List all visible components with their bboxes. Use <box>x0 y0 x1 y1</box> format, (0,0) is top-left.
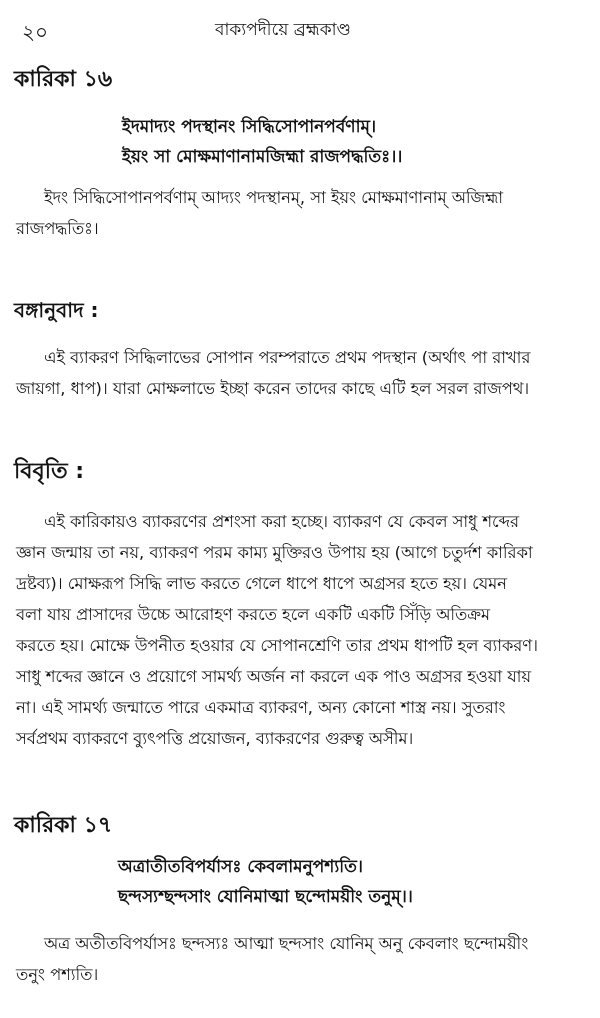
commentary-line: বলা যায় প্রাসাদের উচ্চে আরোহণ করতে হলে একটি একটি সিঁড়ি অতিক্রম <box>16 605 490 624</box>
commentary-line: না। এই সামর্থ্য জন্মাতে পারে একমাত্র ব্যাকরণ, অন্য কোনো শাস্ত্র নয়। সুতরাং <box>16 698 506 717</box>
karika-16-heading: কারিকা ১৬ <box>14 67 113 92</box>
karika-17-prose <box>16 928 584 990</box>
verse-line: ইদমাদ্যং পদস্থানং সিদ্ধিসোপানপর্বণাম্। <box>122 117 377 137</box>
karika-16-prose <box>16 182 584 244</box>
karika-17-verse <box>118 852 413 912</box>
commentary-line: দ্রষ্টব্য)। মোক্ষরূপ সিদ্ধি লাভ করতে গেলে ধাপে ধাপে অগ্রসর হতে হয়। যেমন <box>16 574 507 593</box>
prose-line: রাজপদ্ধতিঃ। <box>16 219 99 238</box>
translation-line: জায়গা, ধাপ)। যারা মোক্ষলাভে ইচ্ছা করেন তাদের কাছে এটি হল সরল রাজপথ। <box>16 379 530 398</box>
karika-17-heading: কারিকা ১৭ <box>14 813 113 838</box>
prose-line: ইদং সিদ্ধিসোপানপর্বণাম্ আদ্যং পদস্থানম্, সা ইয়ং মোক্ষমাণানাম্ অজিহ্মা <box>44 188 504 207</box>
commentary-heading: বিবৃতি : <box>14 459 85 484</box>
verse-line: অত্রাতীতবিপর্যাসঃ কেবলামনুপশ্যতি। <box>118 857 363 877</box>
commentary-paragraph <box>16 506 584 754</box>
translation-paragraph <box>16 342 584 404</box>
commentary-line: এই কারিকায়ও ব্যাকরণের প্রশংসা করা হচ্ছে। ব্যাকরণ যে কেবল সাধু শব্দের <box>44 512 519 531</box>
commentary-line: করতে হয়। মোক্ষে উপনীত হওয়ার যে সোপানশ্রেণি তার প্রথম ধাপটি হল ব্যাকরণ। <box>16 636 538 655</box>
translation-heading: বঙ্গানুবাদ : <box>14 298 99 322</box>
running-title: বাক্যপদীয়ে ব্রহ্মকাণ্ড <box>215 20 351 40</box>
verse-line: ছন্দস্যশ্ছন্দসাং যোনিমাত্মা ছন্দোময়ীং তনুম্।। <box>118 887 413 907</box>
commentary-line: সাধু শব্দের জ্ঞানে ও প্রয়োগে সামর্থ্য অর্জন না করলে এক পাও অগ্রসর হওয়া যায় <box>16 667 531 686</box>
prose-line: তনুং পশ্যতি। <box>16 965 99 984</box>
prose-line: অত্র অতীতবিপর্যাসঃ ছন্দস্যঃ আত্মা ছন্দসাং যোনিম্ অনু কেবলাং ছন্দোময়ীং <box>44 934 529 953</box>
karika-16-verse <box>122 112 402 172</box>
verse-line: ইয়ং সা মোক্ষমাণানামজিহ্মা রাজপদ্ধতিঃ।। <box>122 147 403 167</box>
commentary-line: সর্বপ্রথম ব্যাকরণে ব্যুৎপত্তি প্রয়োজন, ব্যাকরণের গুরুত্ব অসীম। <box>16 729 414 748</box>
translation-line: এই ব্যাকরণ সিদ্ধিলাভের সোপান পরম্পরাতে প্রথম পদস্থান (অর্থাৎ পা রাখার <box>44 348 531 367</box>
page-number: ২০ <box>22 20 49 44</box>
commentary-line: জ্ঞান জন্মায় তা নয়, ব্যাকরণ পরম কাম্য মুক্তিরও উপায় হয় (আগে চতুর্দশ কারিকা <box>16 543 533 562</box>
